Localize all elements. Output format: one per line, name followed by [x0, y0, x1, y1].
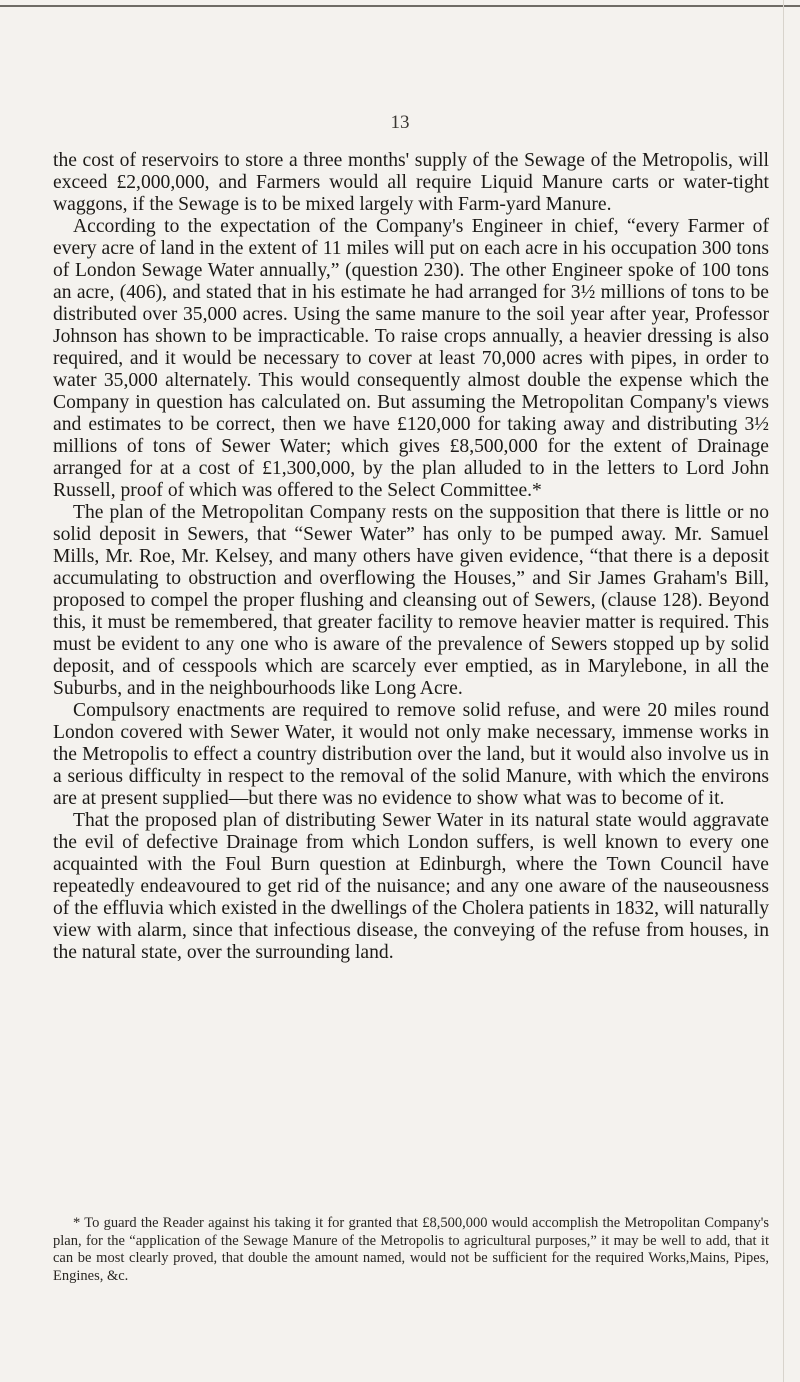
paragraph-3: The plan of the Metropolitan Company rests on the supposition that there is little or no solid deposit in Sewers, that “Sewer Water” has only to be pumped away. Mr. Samuel Mills, Mr. Roe, Mr. Kelsey, and many others have given evidence, “that there is a deposit accumulating to obstruction and overflowing the Houses,” and Sir James Graham's Bill, proposed to compel the proper flushing and cleansing out of Sewers, (clause 128). Beyond this, it must be remembered, that greater facility to remove heavier matter is required. This must be evident to any one who is aware of the prevalence of Sewers stopped up by solid deposit, and of cesspools which are scarcely ever emptied, as in Marylebone, in all the Suburbs, and in the neighbourhoods like Long Acre.: [53, 502, 769, 699]
paragraph-5: That the proposed plan of distributing Sewer Water in its natural state would aggravate the evil of defective Drainage from which London suffers, is well known to every one acquainted with the Foul Burn question at Edinburgh, where the Town Council have repeatedly endeavoured to get rid of the nuisance; and any one aware of the nauseousness of the effluvia which existed in the dwellings of the Cholera patients in 1832, will naturally view with alarm, since that infectious disease, the conveying of the refuse from houses, in the natural state, over the surrounding land.: [53, 810, 769, 963]
paragraph-1: the cost of reservoirs to store a three months' supply of the Sewage of the Metropolis, will exceed £2,000,000, and Farmers would all require Liquid Manure carts or water-tight waggons, if the Sewage is to be mixed largely with Farm-yard Manure.: [53, 150, 769, 215]
page-top-edge: [0, 5, 800, 7]
footnote-text: * To guard the Reader against his taking it for granted that £8,500,000 would accomplish the Metropolitan Company's plan, for the “application of the Sewage Manure of the Metropolis to agricultural purposes,” it may be well to add, that it can be most clearly proved, that double the amount named, would not be sufficient for the required Works,Mains, Pipes, Engines, &c.: [53, 1215, 769, 1284]
paragraph-2: According to the expectation of the Company's Engineer in chief, “every Farmer of every acre of land in the extent of 11 miles will put on each acre in his occupation 300 tons of London Sewage Water annually,” (question 230). The other Engineer spoke of 100 tons an acre, (406), and stated that in his estimate he had arranged for 3½ millions of tons to be distributed over 35,000 acres. Using the same manure to the soil year after year, Professor Johnson has shown to be impracticable. To raise crops annually, a heavier dressing is also required, and it would be necessary to cover at least 70,000 acres with pipes, in order to water 35,000 alternately. This would consequently almost double the expense which the Company in question has calculated on. But assuming the Metropolitan Company's views and estimates to be correct, then we have £120,000 for taking away and distributing 3½ millions of tons of Sewer Water; which gives £8,500,000 for the extent of Drainage arranged for at a cost of £1,300,000, by the plan alluded to in the letters to Lord John Russell, proof of which was offered to the Select Committee.*: [53, 216, 769, 501]
footnote: [53, 1215, 769, 1285]
page-right-edge: [783, 0, 784, 1382]
body-text: [53, 150, 769, 964]
paragraph-4: Compulsory enactments are required to remove solid refuse, and were 20 miles round London covered with Sewer Water, it would not only make necessary, immense works in the Metropolis to effect a country distribution over the land, but it would also involve us in a serious difficulty in respect to the removal of the solid Manure, with which the environs are at present supplied—but there was no evidence to show what was to become of it.: [53, 700, 769, 809]
page-number: 13: [390, 112, 410, 133]
